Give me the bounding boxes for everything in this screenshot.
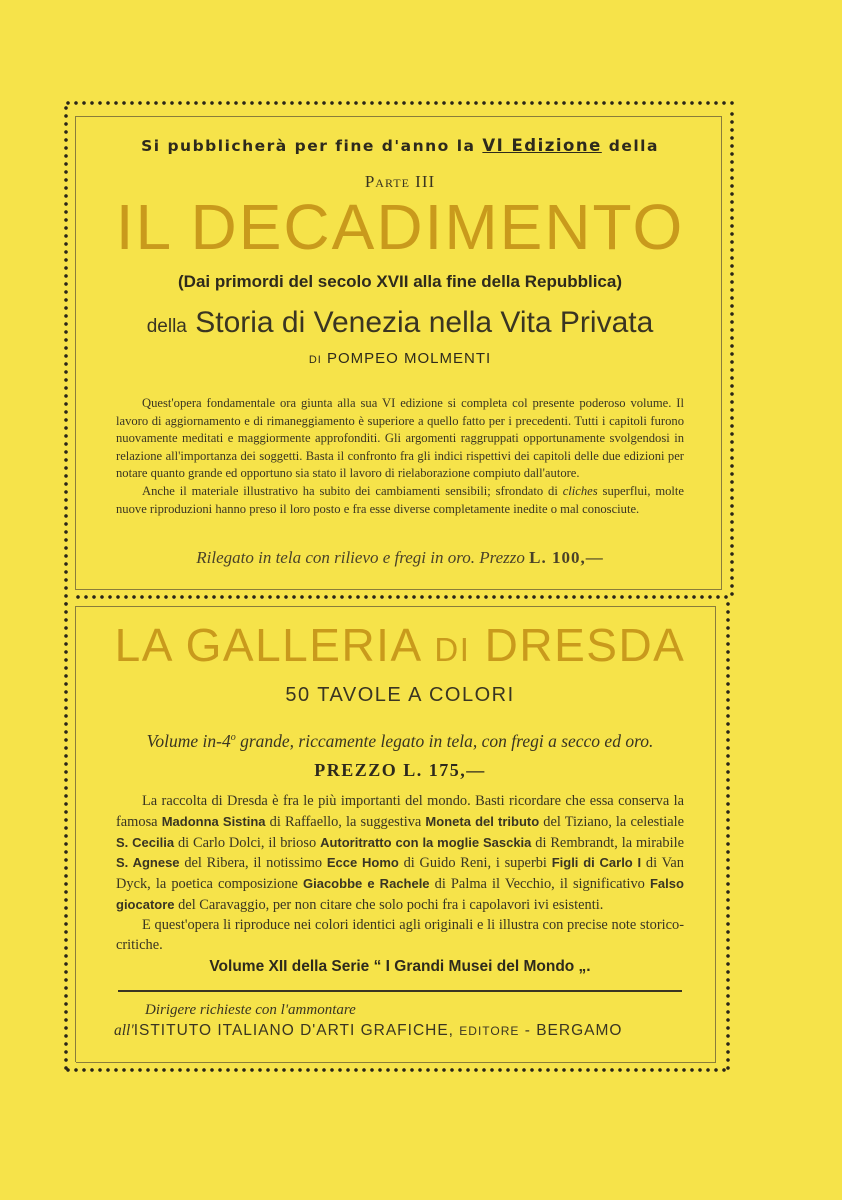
volume-desc-sup: o — [230, 732, 236, 744]
directions-sep: - — [524, 1022, 531, 1039]
top-box-inner-top — [76, 116, 722, 117]
directions-line-1: Dirigere richieste con l'ammontare — [145, 1002, 356, 1018]
bottom-box-inner-right — [715, 606, 716, 1062]
volume-desc-b: grande, riccamente legato in tela, con fregi a secco ed oro. — [240, 731, 654, 751]
description-paragraph-1: Quest'opera fondamentale ora giunta alla sua VI edizione si completa col presente poderoso volume. Il lavoro di aggiornamento e di rimaneggiamento è superiore a quello fatto per i precedenti. Tutti i capitoli furono nuovamente meditati e maggiormente approfonditi. Gli argomenti raggruppati opportunamente svolgendosi in relazione all'importanza dei soggetti. Basta il confronto fra gli indici rispettivi dei capitoli delle due edizioni per notare quanto grande ed opportuno sia stato il lavoro di rielaborazione compiuto dall'autore. — [116, 396, 684, 481]
part-number: III — [415, 172, 436, 191]
artwork-falso-giocatore: Falso giocatore — [116, 876, 684, 912]
part-word: Parte — [364, 172, 410, 191]
author-line — [70, 350, 730, 367]
bottom-box-inner-bottom — [76, 1062, 716, 1063]
announcement-text: Si pubblicherà per fine d'anno la — [141, 137, 476, 155]
galleria-text-5: di Rembrandt, la mirabile — [535, 834, 684, 851]
galleria-text-10: del Caravaggio, per non citare che solo pochi fra i capolavori ivi esistenti. — [178, 896, 604, 913]
galleria-title-w2: DI — [434, 631, 471, 668]
volume-desc-a: Volume in-4 — [146, 731, 231, 751]
galleria-text-8: di Van Dyck, la poetica composizione — [116, 855, 684, 893]
publisher-name: ISTITUTO ITALIANO D'ARTI GRAFICHE, — [133, 1022, 454, 1039]
publisher-role: EDITORE — [459, 1024, 520, 1038]
series-title-prefix: della — [146, 316, 187, 337]
bottom-box-inner-left — [75, 606, 76, 1062]
bottom-box-inner-top — [76, 606, 716, 607]
galleria-title — [70, 618, 730, 672]
subtitle: (Dai primordi del secolo XVII alla fine della Repubblica) — [178, 272, 622, 291]
artwork-autoritratto: Autoritratto con la moglie Sasckia — [320, 834, 532, 850]
series-title-text: Storia di Venezia nella Vita Privata — [195, 306, 654, 339]
galleria-text-3: del Tiziano, la celestiale — [543, 813, 684, 830]
artwork-s-cecilia: S. Cecilia — [116, 834, 175, 850]
announcement-line — [70, 136, 730, 155]
part-label — [70, 172, 730, 192]
galleria-text-6: del Ribera, il notissimo — [184, 855, 323, 872]
artwork-figli-carlo: Figli di Carlo I — [551, 855, 642, 871]
top-box-inner-bottom — [76, 589, 722, 590]
artwork-moneta-tributo: Moneta del tributo — [425, 813, 540, 829]
series-title — [70, 306, 730, 340]
price-line-2: PREZZO L. 175,— — [314, 760, 486, 780]
galleria-title-w1: LA GALLERIA — [114, 619, 421, 671]
bottom-box-border-bottom — [64, 1067, 728, 1073]
description-p2-a: Anche il materiale illustrativo ha subito dei cambiamenti sensibili; sfrondato di — [142, 483, 558, 498]
bottom-box-border-top — [74, 594, 730, 600]
description-paragraph-2 — [116, 483, 684, 518]
description-block — [116, 395, 684, 518]
top-box-border-left — [63, 104, 69, 604]
publisher-city: BERGAMO — [536, 1022, 623, 1039]
galleria-text-9: di Palma il Vecchio, il significativo — [434, 876, 645, 893]
volume-description — [70, 731, 730, 752]
top-box-border-top — [64, 100, 734, 106]
galleria-title-w3: DRESDA — [484, 619, 686, 671]
price-line-1 — [70, 548, 730, 568]
tavole-line: 50 TAVOLE A COLORI — [285, 684, 515, 706]
main-title: IL DECADIMENTO — [115, 191, 685, 263]
description-p2-em: cliches — [562, 483, 598, 498]
author-prefix: DI — [308, 354, 322, 366]
galleria-text-7: di Guido Reni, i superbi — [403, 855, 547, 872]
artwork-s-agnese: S. Agnese — [116, 855, 180, 871]
bottom-box-border-left — [63, 600, 69, 1072]
galleria-text-4: di Carlo Dolci, il brioso — [177, 834, 317, 851]
announcement-tail: della — [608, 137, 659, 155]
price-1-amount: L. 100,— — [529, 548, 604, 567]
divider-rule — [118, 990, 682, 992]
galleria-paragraph-1 — [116, 792, 684, 916]
artwork-ecce-homo: Ecce Homo — [326, 855, 399, 871]
artwork-giacobbe-rachele: Giacobbe e Rachele — [303, 876, 430, 892]
series-line: Volume XII della Serie “ I Grandi Musei del Mondo „. — [209, 958, 591, 975]
directions-prefix: all' — [114, 1022, 134, 1039]
price-1-text: Rilegato in tela con rilievo e fregi in oro. Prezzo — [196, 548, 525, 567]
galleria-text-1: La raccolta di Dresda è fra le più importanti del mondo. Basti ricordare che essa conserva la famosa — [116, 793, 684, 830]
description-p2-b: superflui, molte nuove riproduzioni hanno preso il loro posto e fra esse diverse completamente inedite o mal conosciute. — [116, 483, 685, 516]
galleria-body — [116, 792, 684, 955]
artwork-madonna-sistina: Madonna Sistina — [161, 813, 266, 829]
edition-highlight: VI Edizione — [482, 136, 602, 155]
galleria-text-2: di Raffaello, la suggestiva — [269, 813, 422, 830]
author-name: POMPEO MOLMENTI — [326, 350, 492, 367]
directions-line-2 — [114, 1022, 622, 1040]
galleria-paragraph-2: E quest'opera li riproduce nei colori identici agli originali e li illustra con precise note storico-critiche. — [116, 916, 684, 953]
